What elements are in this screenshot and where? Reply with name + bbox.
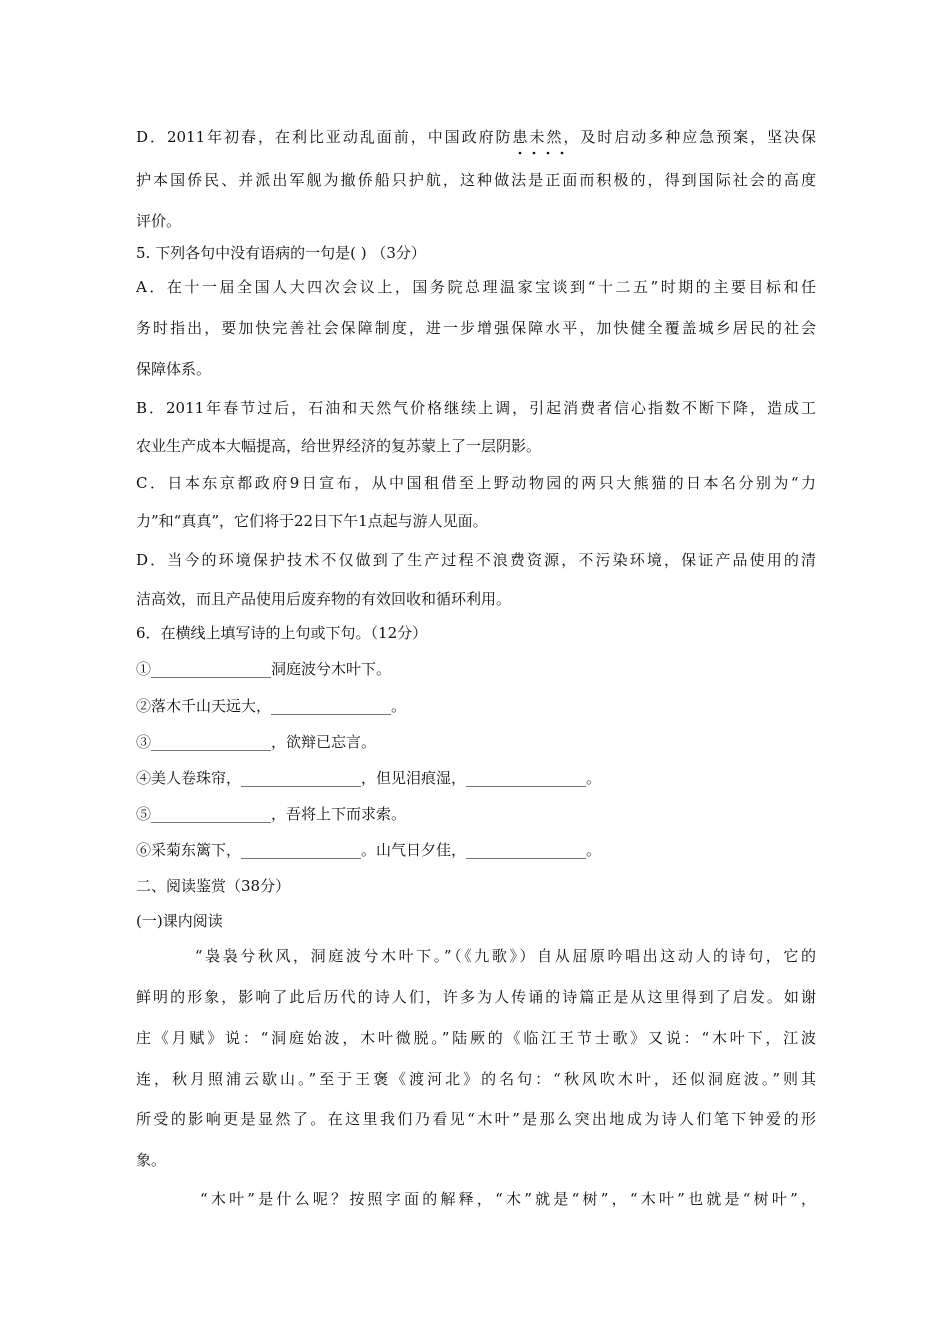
- question-4-option-d-line-1: D．2011年初春，在利比亚动乱面前，中国政府防患未然，及时启动多种应急预案，坚决保: [136, 128, 816, 146]
- subsection-heading: (一)课内阅读: [136, 912, 223, 930]
- poem-blank-1: ①________________洞庭波兮木叶下。: [136, 660, 392, 678]
- poem-blank-3: ③________________，欲辩已忘言。: [136, 733, 377, 751]
- emphasis-dot: [547, 152, 550, 155]
- question-5-option-c-line-2: 力”和“真真”，它们将于22日下午1点起与游人见面。: [136, 512, 488, 530]
- question-5-option-c-line-1: C．日本东京都政府9日宣布，从中国租借至上野动物园的两只大熊猫的日本名分别为“力: [136, 474, 816, 492]
- question-5-option-a-line-3: 保障体系。: [136, 360, 212, 378]
- poem-blank-6: ⑥采菊东篱下，________________。山气日夕佳，________________。: [136, 841, 602, 859]
- question-5-option-d-line-2: 洁高效，而且产品使用后废弃物的有效回收和循环利用。: [136, 590, 512, 608]
- passage-paragraph-1-line-2: 鲜明的形象，影响了此后历代的诗人们，许多为人传诵的诗篇正是从这里得到了启发。如谢: [136, 988, 816, 1006]
- passage-paragraph-1-line-4: 连，秋月照浦云歇山。”至于王褒《渡河北》的名句：“秋风吹木叶，还似洞庭波。”则其: [136, 1070, 816, 1088]
- passage-paragraph-2-line-1: “木叶”是什么呢？按照字面的解释，“木”就是“树”，“木叶”也就是“树叶”，: [136, 1190, 816, 1208]
- emphasis-dot: [561, 152, 564, 155]
- question-4-option-d-line-2: 护本国侨民、并派出军舰为撤侨船只护航，这种做法是正面而积极的，得到国际社会的高度: [136, 171, 816, 189]
- question-5-option-a-line-1: A．在十一届全国人大四次会议上，国务院总理温家宝谈到“十二五”时期的主要目标和任: [136, 278, 816, 296]
- passage-paragraph-1-line-5: 所受的影响更是显然了。在这里我们乃看见“木叶”是那么突出地成为诗人们笔下钟爱的形: [136, 1110, 816, 1128]
- question-6-stem: 6．在横线上填写诗的上句或下句。（12分）: [136, 624, 428, 642]
- question-4-option-d-line-3: 评价。: [136, 212, 182, 230]
- poem-blank-5: ⑤________________，吾将上下而求索。: [136, 805, 407, 823]
- emphasis-dot: [533, 152, 536, 155]
- question-5-option-a-line-2: 务时指出，要加快完善社会保障制度，进一步增强保障水平，加快健全覆盖城乡居民的社会: [136, 319, 816, 337]
- passage-paragraph-1-line-3: 庄《月赋》说：“洞庭始波，木叶微脱。”陆厥的《临江王节士歌》又说：“木叶下，江波: [136, 1029, 816, 1047]
- poem-blank-2: ②落木千山天远大，________________。: [136, 697, 407, 715]
- question-5-option-d-line-1: D．当今的环境保护技术不仅做到了生产过程不浪费资源，不污染环境，保证产品使用的清: [136, 551, 816, 569]
- poem-blank-4: ④美人卷珠帘，________________，但见泪痕湿，________________。: [136, 769, 602, 787]
- question-5-stem: 5. 下列各句中没有语病的一句是( ) （3分）: [136, 244, 426, 262]
- passage-paragraph-1-line-6: 象。: [136, 1151, 167, 1169]
- section-2-heading: 二、阅读鉴赏（38分）: [136, 877, 291, 895]
- question-5-option-b-line-2: 农业生产成本大幅提高，给世界经济的复苏蒙上了一层阴影。: [136, 437, 542, 455]
- emphasis-dot: [519, 152, 522, 155]
- question-5-option-b-line-1: B．2011年春节过后，石油和天然气价格继续上调，引起消费者信心指数不断下降，造成工: [136, 399, 816, 417]
- passage-paragraph-1-line-1: “袅袅兮秋风，洞庭波兮木叶下。”（《九歌》）自从屈原吟唱出这动人的诗句，它的: [136, 947, 816, 965]
